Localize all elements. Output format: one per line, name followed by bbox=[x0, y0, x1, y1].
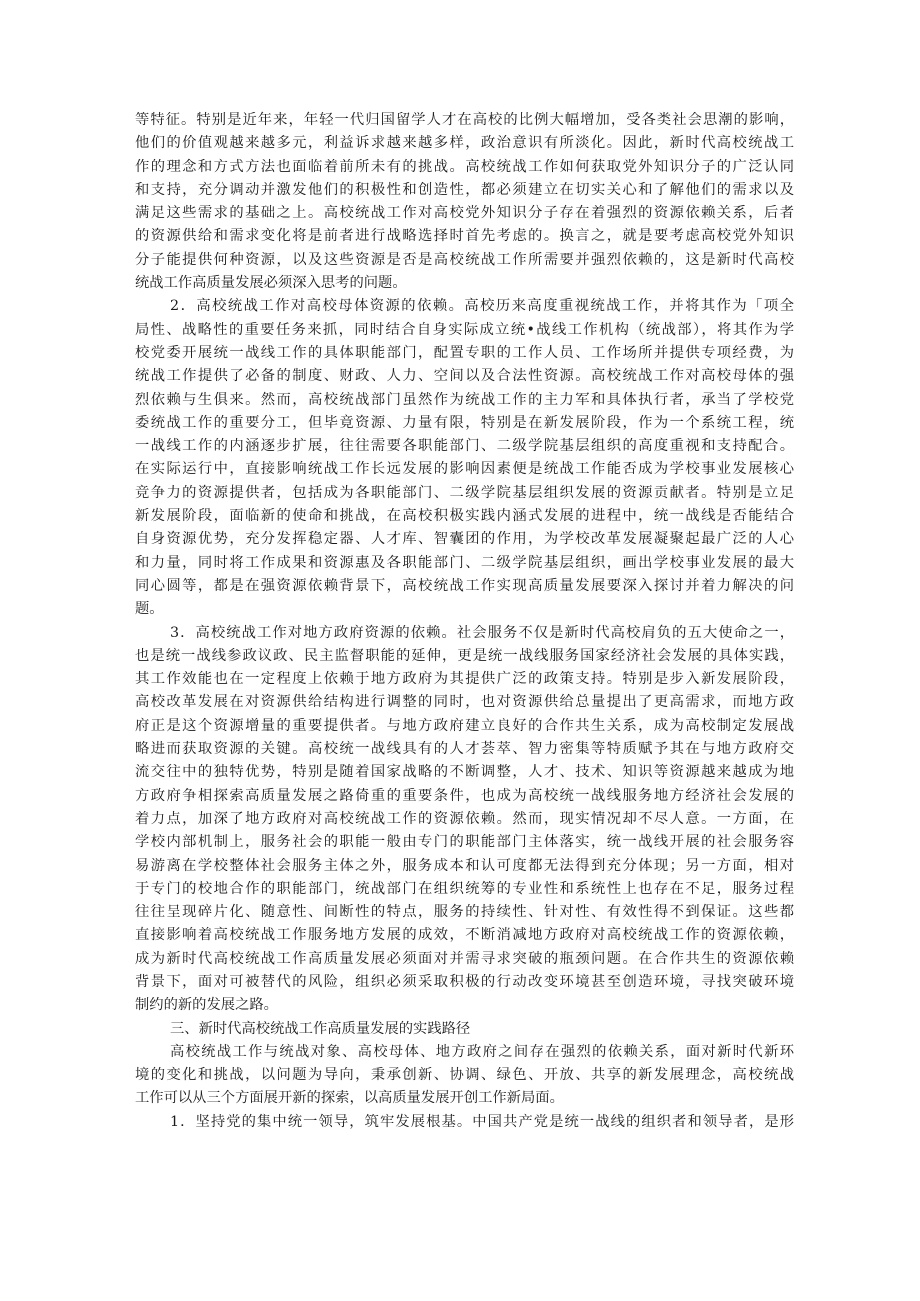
text-line: 局性、战略性的重要任务来抓，同时结合自身实际成立统•战线工作机构（统战部），将其作为学 bbox=[135, 321, 794, 338]
text-line: 一战线工作的内涵逐步扩展，往往需要各职能部门、二级学院基层组织的高度重视和支持配合。 bbox=[135, 438, 794, 455]
text-line: 府正是这个资源增量的重要提供者。与地方政府建立良好的合作共生关系，成为高校制定发展战 bbox=[135, 717, 794, 734]
text-line: 他们的价值观越来越多元，利益诉求越来越多样，政治意识有所淡化。因此，新时代高校统战工 bbox=[135, 135, 794, 152]
text-line: 新发展阶段，面临新的使命和挑战，在高校积极实践内涵式发展的进程中，统一战线是否能结合 bbox=[135, 508, 794, 525]
text-line: 等特征。特别是近年来，年轻一代归国留学人才在高校的比例大幅增加，受各类社会思潮的影响， bbox=[135, 112, 794, 128]
text-line: 易游离在学校整体社会服务主体之外，服务成本和认可度都无法得到充分体现；另一方面，相对 bbox=[135, 857, 794, 874]
text-line: 直接影响着高校统战工作服务地方发展的成效，不断消减地方政府对高校统战工作的资源依赖， bbox=[135, 927, 794, 944]
text-line: 背景下，面对可被替代的风险，组织必须采取积极的行动改变环境甚至创造环境，寻找突破环境 bbox=[135, 973, 794, 990]
text-line: 略进而获取资源的关键。高校统一战线具有的人才荟萃、智力密集等特质赋予其在与地方政府交 bbox=[135, 741, 794, 758]
text-line: 境的变化和挑战，以问题为导向，秉承创新、协调、绿色、开放、共享的新发展理念，高校统战 bbox=[135, 1067, 794, 1084]
text-line: 和力量，同时将工作成果和资源惠及各职能部门、二级学院基层组织，画出学校事业发展的最大 bbox=[135, 554, 794, 571]
text-line: 往往呈现碎片化、随意性、间断性的特点，服务的持续性、针对性、有效性得不到保证。这些都 bbox=[135, 904, 794, 921]
text-line: 也是统一战线参政议政、民主监督职能的延伸，更是统一战线服务国家经济社会发展的具体实践， bbox=[135, 647, 794, 664]
text-line: 3．高校统战工作对地方政府资源的依赖。社会服务不仅是新时代高校肩负的五大使命之一， bbox=[170, 624, 794, 641]
text-line: 题。 bbox=[135, 601, 164, 618]
text-line: 成为新时代高校统战工作高质量发展必须面对并需寻求突破的瓶颈问题。在合作共生的资源依赖 bbox=[135, 950, 794, 967]
text-line: 流交往中的独特优势，特别是随着国家战略的不断调整，人才、技术、知识等资源越来越成为地 bbox=[135, 764, 794, 781]
text-line: 高校改革发展在对资源供给结构进行调整的同时，也对资源供给总量提出了更高需求，而地方政 bbox=[135, 694, 794, 711]
document-page bbox=[135, 109, 794, 1134]
text-line: 制约的新的发展之路。 bbox=[135, 997, 278, 1014]
text-line: 高校统战工作与统战对象、高校母体、地方政府之间存在强烈的依赖关系，面对新时代新环 bbox=[170, 1043, 794, 1060]
text-line: 学校内部机制上，服务社会的职能一般由专门的职能部门主体落实，统一战线开展的社会服务容 bbox=[135, 834, 794, 851]
text-line: 校党委开展统一战线工作的具体职能部门，配置专职的工作人员、工作场所并提供专项经费，为 bbox=[135, 344, 794, 361]
text-line: 同心圆等，都是在强资源依赖背景下，高校统战工作实现高质量发展要深入探讨并着力解决的问 bbox=[135, 577, 794, 594]
text-line: 分子能提供何种资源，以及这些资源是否是高校统战工作所需要并强烈依赖的，这是新时代高校 bbox=[135, 251, 794, 268]
text-line: 在实际运行中，直接影响统战工作长远发展的影响因素便是统战工作能否成为学校事业发展核心 bbox=[135, 461, 794, 478]
text-line: 自身资源优势，充分发挥稳定器、人才库、智囊团的作用，为学校改革发展凝聚起最广泛的人心 bbox=[135, 531, 794, 548]
text-line: 和支持，充分调动并激发他们的积极性和创造性，都必须建立在切实关心和了解他们的需求以及 bbox=[135, 181, 794, 198]
text-line: 竞争力的资源提供者，包括成为各职能部门、二级学院基层组织发展的资源贡献者。特别是立足 bbox=[135, 484, 794, 501]
text-line: 委统战工作的重要分工，但毕竟资源、力量有限，特别是在新发展阶段，作为一个系统工程，统 bbox=[135, 414, 794, 431]
text-line: 工作可以从三个方面展开新的探索，以高质量发展开创工作新局面。 bbox=[135, 1090, 564, 1107]
text-line: 作的理念和方式方法也面临着前所未有的挑战。高校统战工作如何获取党外知识分子的广泛认同 bbox=[135, 158, 794, 175]
text-line: 统战工作提供了必备的制度、财政、人力、空间以及合法性资源。高校统战工作对高校母体的强 bbox=[135, 368, 794, 385]
text-line: 于专门的校地合作的职能部门，统战部门在组织统筹的专业性和系统性上也存在不足，服务过程 bbox=[135, 880, 794, 897]
text-line: 方政府争相探索高质量发展之路倚重的重要条件，也成为高校统一战线服务地方经济社会发展的 bbox=[135, 787, 794, 804]
section-heading: 三、新时代高校统战工作高质量发展的实践路径 bbox=[170, 1020, 471, 1037]
text-line: 2．高校统战工作对高校母体资源的依赖。高校历来高度重视统战工作，并将其作为「项全 bbox=[170, 298, 794, 315]
text-line: 1．坚持党的集中统一领导，筑牢发展根基。中国共产党是统一战线的组织者和领导者，是形 bbox=[170, 1113, 794, 1130]
text-line: 满足这些需求的基础之上。高校统战工作对高校党外知识分子存在着强烈的资源依赖关系，后者 bbox=[135, 205, 794, 222]
text-line: 统战工作高质量发展必须深入思考的问题。 bbox=[135, 275, 407, 292]
text-line: 烈依赖与生俱来。然而，高校统战部门虽然作为统战工作的主力军和具体执行者，承当了学校党 bbox=[135, 391, 794, 408]
text-line: 的资源供给和需求变化将是前者进行战略选择时首先考虑的。换言之，就是要考虑高校党外知识 bbox=[135, 228, 794, 245]
text-line: 其工作效能也在一定程度上依赖于地方政府为其提供广泛的政策支持。特别是步入新发展阶段， bbox=[135, 671, 794, 688]
text-line: 着力点，加深了地方政府对高校统战工作的资源依赖。然而，现实情况却不尽人意。一方面，在 bbox=[135, 810, 794, 827]
